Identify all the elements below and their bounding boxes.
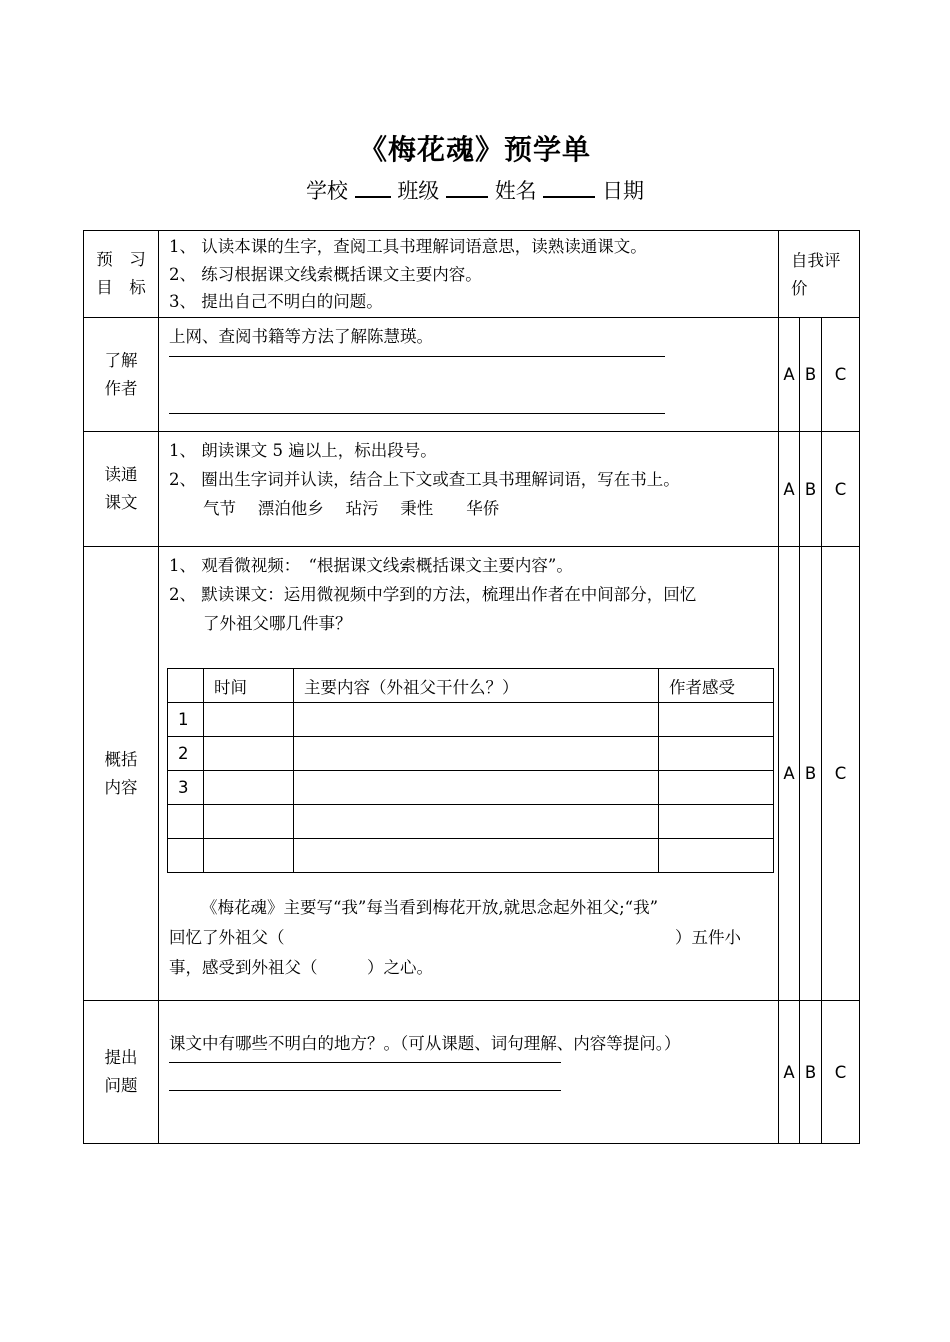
goal-1: 1、 认读本课的生字，查阅工具书理解词语意思，读熟读通课文。 xyxy=(169,237,647,256)
grade-c[interactable]: C xyxy=(822,547,860,1001)
grade-a[interactable]: A xyxy=(779,318,800,432)
reading-item-1: 1、 朗读课文 5 遍以上，标出段号。 xyxy=(169,441,437,460)
author-content xyxy=(159,318,779,432)
grade-c[interactable]: C xyxy=(822,1001,860,1144)
question-row xyxy=(84,1001,860,1144)
goal-3: 3、 提出自己不明白的问题。 xyxy=(169,292,383,311)
question-instruction: 课文中有哪些不明白的地方？。（可从课题、词句理解、内容等提问。） xyxy=(169,1034,681,1053)
class-label: 班级 xyxy=(397,179,440,203)
summary-content xyxy=(159,547,779,1001)
author-row xyxy=(84,318,860,432)
grade-c[interactable]: C xyxy=(822,318,860,432)
summary-para-line-2 xyxy=(169,923,770,953)
grade-b[interactable]: B xyxy=(800,318,822,432)
time-cell[interactable] xyxy=(204,805,294,839)
summary-para-line-1: 《梅花魂》主要写“我”每当看到梅花开放,就思念起外祖父;“我” xyxy=(201,898,659,917)
header-cell-index xyxy=(168,669,204,703)
summary-para-2a: 回忆了外祖父（ xyxy=(169,928,285,947)
header-cell-time: 时间 xyxy=(204,669,294,703)
grade-a[interactable]: A xyxy=(779,547,800,1001)
reading-item-2: 2、 圈出生字词并认读，结合上下文或查工具书理解词语，写在书上。 xyxy=(169,470,680,489)
summary-para-line-3: 事，感受到外祖父（ ）之心。 xyxy=(169,958,433,977)
header-cell-feeling: 作者感受 xyxy=(659,669,774,703)
header-cell-content: 主要内容（外祖父干什么？） xyxy=(294,669,659,703)
content-cell[interactable] xyxy=(294,805,659,839)
grade-b[interactable]: B xyxy=(800,547,822,1001)
feeling-cell[interactable] xyxy=(659,703,774,737)
feeling-cell[interactable] xyxy=(659,805,774,839)
goals-row xyxy=(84,231,860,318)
author-instruction: 上网、查阅书籍等方法了解陈慧瑛。 xyxy=(169,327,433,346)
self-eval-header: 自我评价 xyxy=(779,231,860,318)
summary-item-2-cont: 了外祖父哪几件事？ xyxy=(203,614,352,633)
grade-a[interactable]: A xyxy=(779,1001,800,1144)
table-row xyxy=(168,771,774,805)
feeling-cell[interactable] xyxy=(659,737,774,771)
reading-content xyxy=(159,432,779,547)
row-index xyxy=(168,805,204,839)
question-content xyxy=(159,1001,779,1144)
author-answer-line-1[interactable] xyxy=(169,356,665,357)
grade-c[interactable]: C xyxy=(822,432,860,547)
content-cell[interactable] xyxy=(294,737,659,771)
class-blank[interactable] xyxy=(446,178,488,198)
time-cell[interactable] xyxy=(204,703,294,737)
author-label: 了解 作者 xyxy=(84,318,159,432)
goal-2: 2、 练习根据课文线索概括课文主要内容。 xyxy=(169,264,482,284)
goals-content xyxy=(159,231,779,318)
study-sheet-table xyxy=(83,230,860,1144)
question-label: 提出 问题 xyxy=(84,1001,159,1144)
question-answer-line-1[interactable] xyxy=(169,1062,561,1063)
row-index xyxy=(168,839,204,873)
time-cell[interactable] xyxy=(204,737,294,771)
grade-b[interactable]: B xyxy=(800,432,822,547)
author-answer-line-2[interactable] xyxy=(169,413,665,414)
row-index: 1 xyxy=(168,703,204,737)
summary-row xyxy=(84,547,860,1001)
content-cell[interactable] xyxy=(294,839,659,873)
feeling-cell[interactable] xyxy=(659,839,774,873)
goals-label: 预 习 目 标 xyxy=(84,231,159,318)
table-row xyxy=(168,839,774,873)
table-row xyxy=(168,737,774,771)
grade-b[interactable]: B xyxy=(800,1001,822,1144)
summary-para-2b: ）五件小 xyxy=(675,928,741,947)
content-cell[interactable] xyxy=(294,703,659,737)
grade-a[interactable]: A xyxy=(779,432,800,547)
summary-item-2: 2、 默读课文：运用微视频中学到的方法，梳理出作者在中间部分，回忆 xyxy=(169,585,697,604)
reading-label: 读通 课文 xyxy=(84,432,159,547)
summary-label: 概括 内容 xyxy=(84,547,159,1001)
school-blank[interactable] xyxy=(355,178,391,198)
summary-item-1: 1、 观看微视频： “根据课文线索概括课文主要内容”。 xyxy=(169,556,573,575)
table-row xyxy=(168,805,774,839)
name-label: 姓名 xyxy=(494,179,537,203)
student-info-line xyxy=(0,175,950,205)
school-label: 学校 xyxy=(305,179,348,203)
time-cell[interactable] xyxy=(204,771,294,805)
vocabulary-words: 气节 漂泊他乡 玷污 秉性 华侨 xyxy=(203,499,500,518)
content-cell[interactable] xyxy=(294,771,659,805)
date-label: 日期 xyxy=(602,179,645,203)
document-title: 《梅花魂》预学单 xyxy=(358,133,591,166)
row-index: 2 xyxy=(168,737,204,771)
name-blank[interactable] xyxy=(543,178,595,198)
events-table-header xyxy=(168,669,774,703)
feeling-cell[interactable] xyxy=(659,771,774,805)
time-cell[interactable] xyxy=(204,839,294,873)
question-answer-line-2[interactable] xyxy=(169,1090,561,1091)
table-row xyxy=(168,703,774,737)
reading-row xyxy=(84,432,860,547)
events-table xyxy=(167,668,774,873)
row-index: 3 xyxy=(168,771,204,805)
